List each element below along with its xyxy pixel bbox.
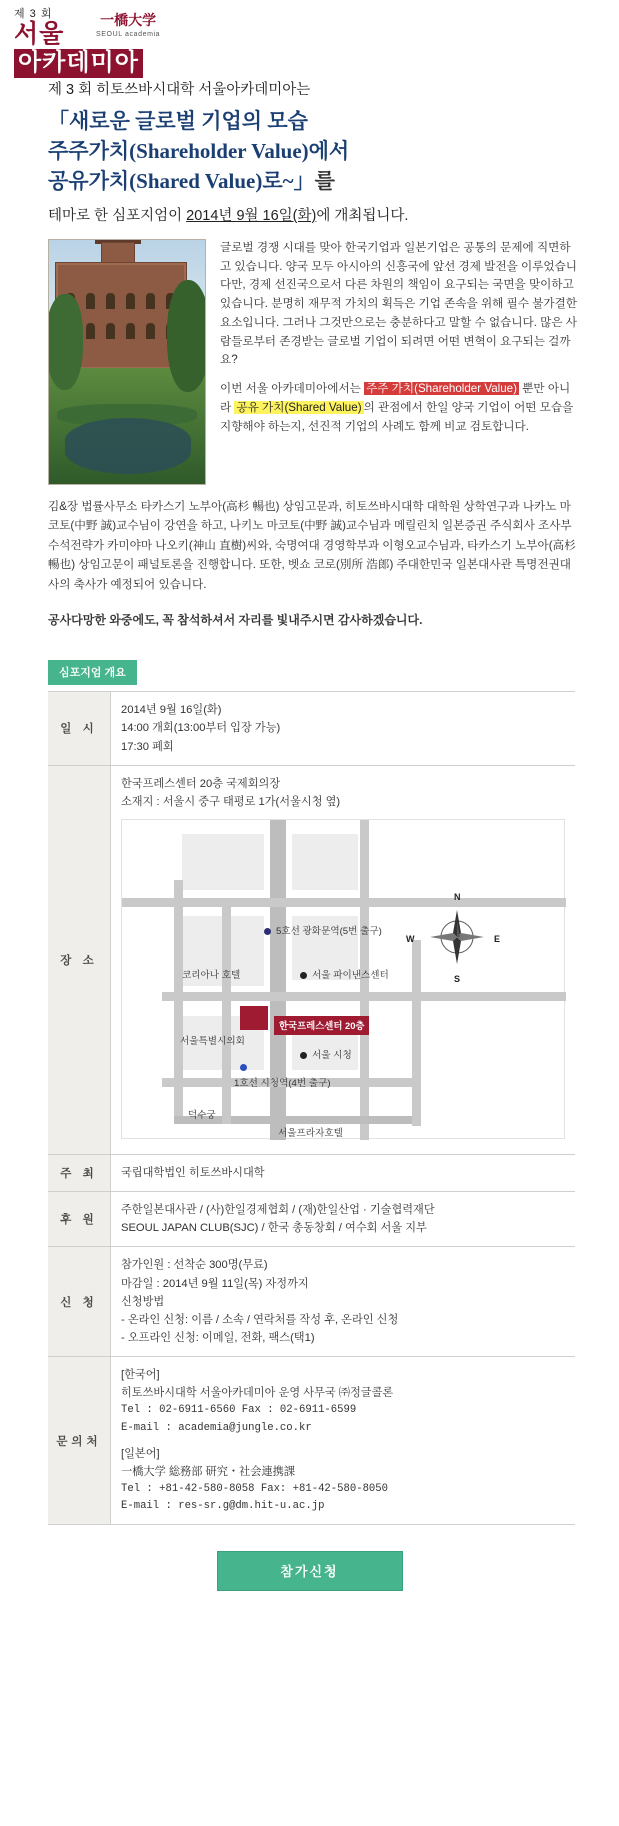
photo-tree-right bbox=[167, 280, 206, 392]
header bbox=[0, 0, 619, 78]
map-dot-subway5 bbox=[264, 928, 271, 935]
intro-paragraph-2 bbox=[220, 380, 577, 436]
intro-p2-prefix: 이번 서울 아카데미아에서는 bbox=[220, 382, 365, 396]
body-paragraph-closing: 공사다망한 와중에도, 꼭 참석하셔서 자리를 빛내주시면 감사하겠습니다. bbox=[48, 613, 423, 628]
title-headline-2: 주주가치(Shareholder Value)에서 bbox=[48, 138, 350, 163]
footer bbox=[0, 1525, 619, 1615]
registration-line-4: - 온라인 신청: 이름 / 소속 / 연락처를 작성 후, 온라인 신청 bbox=[121, 1313, 399, 1326]
map-label-council: 서울특별시의회 bbox=[180, 1035, 245, 1047]
title-date-value: 2014년 9월 16일(화) bbox=[186, 207, 317, 224]
university-name-roman: SEOUL academia bbox=[96, 31, 161, 38]
map-label-koreana: 코리아나 호텔 bbox=[182, 969, 241, 981]
row-head-contact: 문의처 bbox=[48, 1357, 111, 1525]
row-value-host: 국립대학법인 히토쓰바시대학 bbox=[121, 1166, 265, 1179]
map-label-deoksu: 덕수궁 bbox=[188, 1109, 216, 1121]
registration-line-5: - 오프라인 신청: 이메일, 전화, 팩스(택1) bbox=[121, 1331, 315, 1344]
university-name-kanji: 一橋大学 bbox=[100, 14, 157, 29]
overview-section-label: 심포지엄 개요 bbox=[48, 660, 137, 685]
compass-label-s: S bbox=[454, 973, 461, 984]
title-headline-3 bbox=[48, 168, 575, 196]
map-dot-finance bbox=[300, 972, 307, 979]
row-value-venue bbox=[111, 765, 576, 1154]
campus-photo bbox=[48, 239, 206, 485]
title-headline-1-text: 새로운 글로벌 기업의 모습 bbox=[69, 109, 308, 133]
title-open-quote: 「 bbox=[48, 109, 69, 133]
table-row bbox=[48, 765, 575, 1154]
compass-label-w: W bbox=[406, 933, 415, 944]
title-headline-1 bbox=[48, 108, 575, 136]
compass-label-e: E bbox=[494, 933, 501, 944]
overview-table bbox=[48, 691, 575, 1525]
contact-ko-email: E-mail : academia@jungle.co.kr bbox=[121, 1421, 312, 1434]
title-date-prefix: 테마로 한 심포지엄이 bbox=[48, 207, 187, 224]
logo-edition: 제 3 회 bbox=[14, 8, 53, 20]
overview-label-wrap bbox=[0, 630, 619, 691]
compass-rose-icon bbox=[422, 902, 492, 972]
map-label-subway5: 5호선 광화문역(5번 출구) bbox=[276, 925, 382, 937]
row-value-registration bbox=[111, 1247, 576, 1357]
title-intro-line: 제 3 회 히토쓰바시대학 서울아카데미아는 bbox=[48, 82, 311, 98]
row-head-datetime: 일 시 bbox=[48, 692, 111, 765]
venue-line-1: 한국프레스센터 20층 국제회의장 bbox=[121, 777, 281, 790]
table-row bbox=[48, 1192, 575, 1247]
row-value-sponsor bbox=[111, 1192, 576, 1247]
logo-academia-text: 아카데미아 bbox=[14, 49, 143, 78]
map-dot-cityhall bbox=[300, 1052, 307, 1059]
registration-line-1: 참가인원 : 선착순 300명(무료) bbox=[121, 1259, 268, 1272]
title-block bbox=[0, 78, 619, 225]
row-head-venue: 장 소 bbox=[48, 765, 111, 1154]
title-date-suffix: 에 개최됩니다. bbox=[316, 207, 409, 224]
row-head-sponsor: 후 원 bbox=[48, 1192, 111, 1247]
map-marker-press-center bbox=[240, 1006, 268, 1030]
title-date-line bbox=[48, 204, 575, 225]
venue-line-2: 소재지 : 서울시 중구 태평로 1가(서울시청 옆) bbox=[121, 795, 341, 808]
row-value-contact bbox=[111, 1357, 576, 1525]
logo-seoul-text: 서울 bbox=[14, 21, 65, 48]
contact-ko-tel: Tel : 02-6911-6560 Fax : 02-6911-6599 bbox=[121, 1404, 357, 1417]
contact-ko-org: 히토쓰바시대학 서울아카데미아 운영 사무국 ㈜정글콜론 bbox=[121, 1387, 394, 1400]
venue-map bbox=[121, 819, 565, 1139]
contact-ja-heading: [일본어] bbox=[121, 1447, 160, 1460]
row-value-datetime bbox=[111, 692, 576, 765]
contact-ko-heading: [한국어] bbox=[121, 1369, 160, 1382]
university-logo bbox=[96, 10, 160, 38]
datetime-line-3: 17:30 폐회 bbox=[121, 740, 174, 753]
map-label-finance: 서울 파이낸스센터 bbox=[312, 969, 389, 981]
map-label-cityhall: 서울 시청 bbox=[312, 1049, 352, 1061]
intro-section bbox=[0, 225, 619, 485]
map-label-plaza: 서울프라자호텔 bbox=[278, 1127, 343, 1139]
photo-pond bbox=[65, 418, 191, 474]
registration-line-2: 마감일 : 2014년 9월 11일(목) 자정까지 bbox=[121, 1277, 309, 1290]
photo-tree-left bbox=[48, 294, 83, 390]
compass-label-n: N bbox=[454, 891, 461, 902]
contact-spacer bbox=[121, 1437, 565, 1445]
sponsor-line-1: 주한일본대사관 / (사)한일경제협회 / (재)한일산업 · 기술협력재단 bbox=[121, 1204, 435, 1217]
contact-ja-org: 一橋大学 総務部 研究・社会連携課 bbox=[121, 1465, 296, 1478]
table-row bbox=[48, 692, 575, 765]
table-row bbox=[48, 1154, 575, 1191]
intro-paragraph-1: 글로벌 경쟁 시대를 맞아 한국기업과 일본기업은 공통의 문제에 직면하고 있습니다. 양국 모두 아시아의 신흥국에 앞선 경제 발전을 이루었습니다만, 경제 선진국으로서 다른 차원의 책임이 요구되는 국면을 맞이하고 있습니다. 분명히 재무적 가치의 획득은 기업 존속을 위해 필수 불가결한 요소입니다. 그러나 그것만으로는 충분하다고 말할 수 없습니다. 많은 사람들로부터 존경받는 글로벌 기업이 되려면 어떤 변혁이 요구되는 걸까요? bbox=[220, 240, 578, 367]
title-headline-3-tail: 를 bbox=[314, 168, 335, 193]
intro-text bbox=[220, 239, 577, 485]
apply-button[interactable]: 참가신청 bbox=[217, 1551, 403, 1591]
map-compass bbox=[406, 891, 501, 984]
table-row bbox=[48, 1357, 575, 1525]
row-head-registration: 신 청 bbox=[48, 1247, 111, 1357]
datetime-line-1: 2014년 9월 16일(화) bbox=[121, 704, 222, 717]
intro-p2-mid: 뿐만 아니라 bbox=[220, 382, 571, 415]
map-label-subway1: 1호선 시청역(4번 출구) bbox=[234, 1077, 331, 1089]
table-row bbox=[48, 1247, 575, 1357]
body-paragraph-speakers: 김&장 법률사무소 타카스기 노부아(高杉 暢也) 상임고문과, 히토쓰바시대학 대학원 상학연구과 나카노 마코토(中野 誠)교수님이 강연을 하고, 나키노 마코토(中野 誠)교수님과 메릴린치 일본증권 주식회사 조사부 수석전략가 카미야마 나오키(神山 直樹)씨와, 숙명여대 경영학부과 이형오교수님과, 타카스기 노부아(高杉 暢也) 상임고문이 패널토론을 진행합니다. 또한, 벳쇼 코로(別所 浩郎) 주대한민국 일본대사관 특명전권대사의 축사가 예정되어 있습니다. bbox=[48, 499, 576, 591]
registration-line-3: 신청방법 bbox=[121, 1295, 165, 1308]
sponsor-line-2: SEOUL JAPAN CLUB(SJC) / 한국 총동창회 / 여수회 서울 지부 bbox=[121, 1222, 427, 1235]
title-headline-3-text: 공유가치(Shared Value)로~」 bbox=[48, 168, 315, 193]
intro-p2-suffix: 의 관점에서 한일 양국 기업이 어떤 모습을 지향해야 하는지, 선진적 기업의 사례도 함께 비교 검토합니다. bbox=[220, 401, 574, 433]
highlight-shareholder-value: 주주 가치(Shareholder Value) bbox=[366, 382, 517, 396]
highlight-shared-value: 공유 가치(Shared Value) bbox=[236, 401, 362, 415]
contact-ja-email: E-mail : res-sr.g@dm.hit-u.ac.jp bbox=[121, 1500, 325, 1513]
contact-ja-tel: Tel : +81-42-580-8058 Fax: +81-42-580-8050 bbox=[121, 1482, 389, 1495]
map-label-press-center: 한국프레스센터 20층 bbox=[274, 1016, 369, 1035]
datetime-line-2: 14:00 개회(13:00부터 입장 가능) bbox=[121, 722, 281, 735]
map-dot-subway1 bbox=[240, 1064, 247, 1071]
row-head-host: 주 최 bbox=[48, 1154, 111, 1191]
